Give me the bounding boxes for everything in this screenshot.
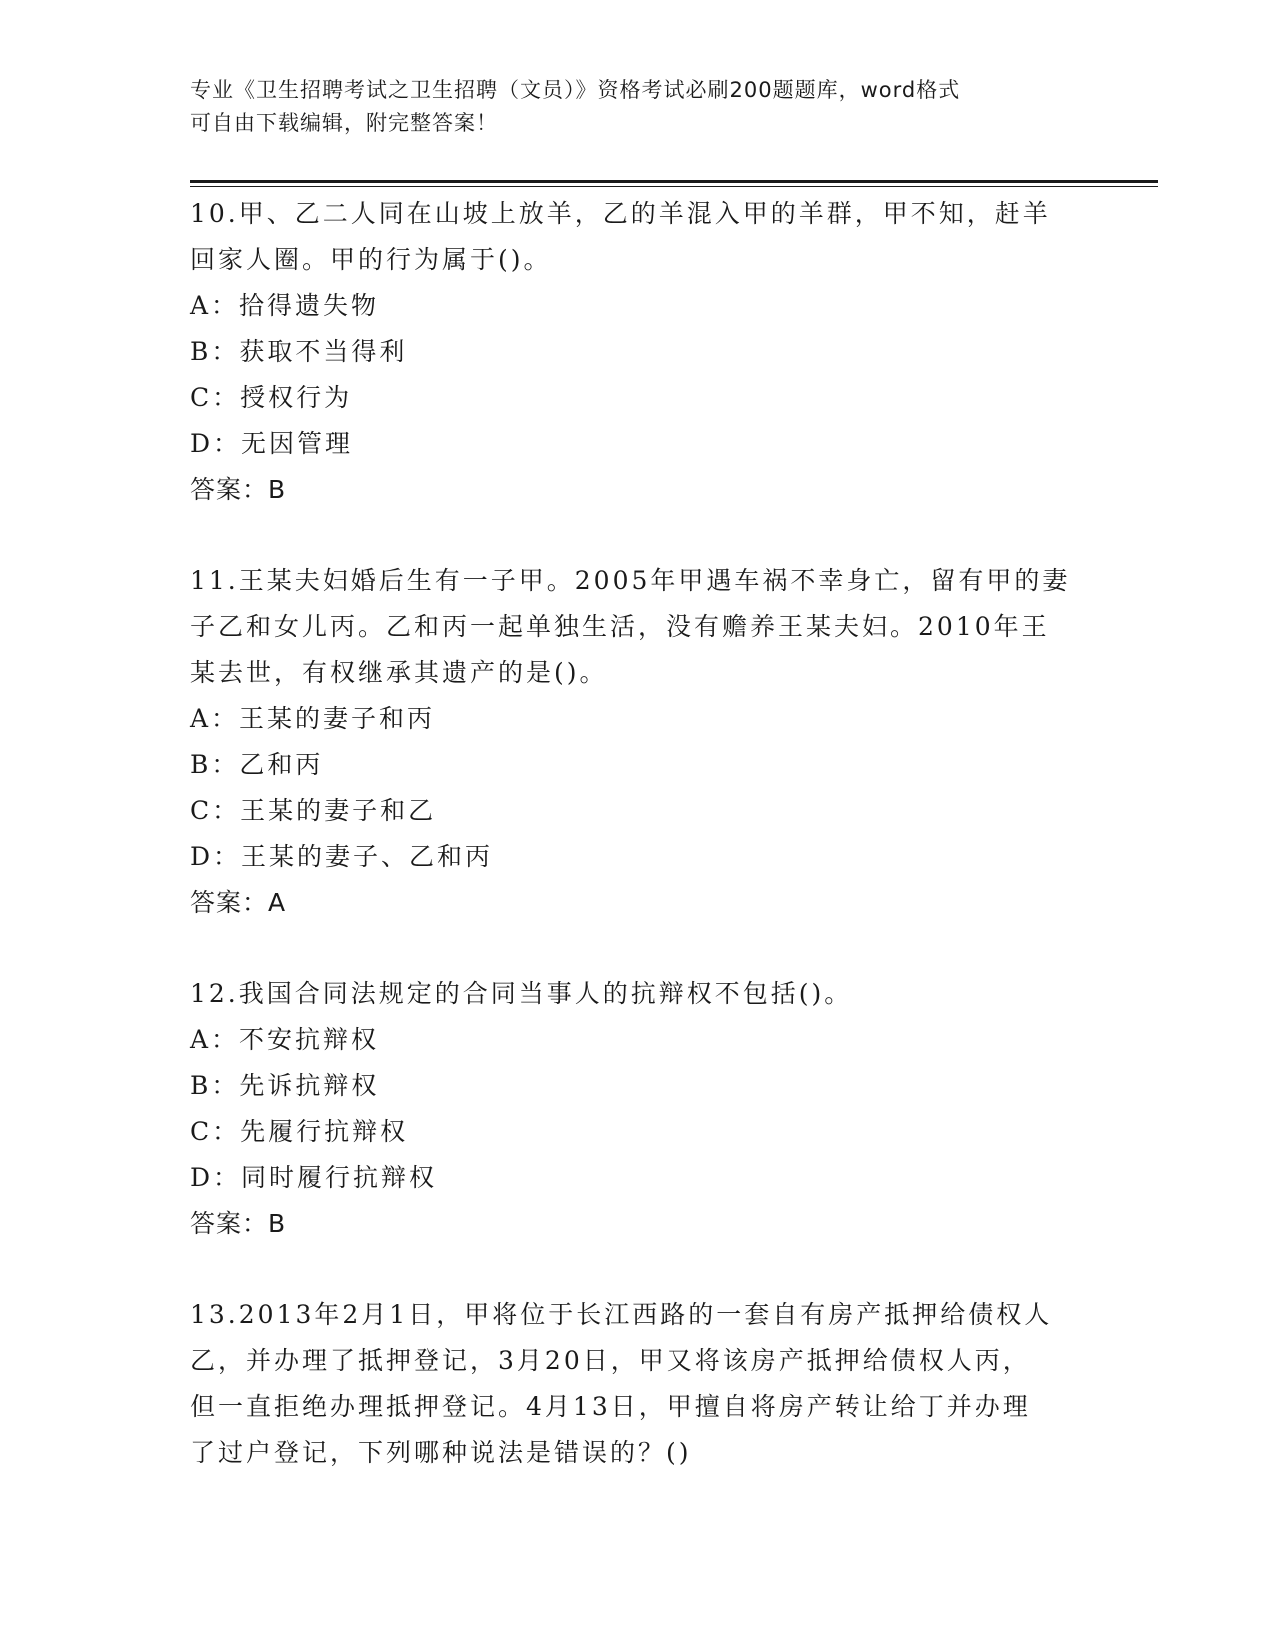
- answer-line: 答案：B: [190, 475, 287, 504]
- header-divider-thin: [190, 186, 1158, 187]
- option-a: A：不安抗辩权: [190, 1025, 380, 1054]
- question-stem-line: 10.甲、乙二人同在山坡上放羊，乙的羊混入甲的羊群，甲不知，赶羊: [190, 199, 1051, 228]
- option-a: A：王某的妻子和丙: [190, 704, 436, 733]
- document-header: [190, 74, 1090, 140]
- option-c: C：先履行抗辩权: [190, 1117, 409, 1146]
- option-b: B：先诉抗辩权: [190, 1071, 380, 1100]
- question-stem-line: 11.王某夫妇婚后生有一子甲。2005年甲遇车祸不幸身亡，留有甲的妻: [190, 566, 1071, 595]
- option-d: D：王某的妻子、乙和丙: [190, 842, 494, 871]
- question-11: [190, 558, 1090, 926]
- question-12: [190, 971, 1090, 1247]
- question-stem-line: 某去世，有权继承其遗产的是()。: [190, 658, 608, 687]
- question-stem-line: 12.我国合同法规定的合同当事人的抗辩权不包括()。: [190, 979, 853, 1008]
- header-divider-thick: [190, 180, 1158, 183]
- option-d: D：同时履行抗辩权: [190, 1163, 438, 1192]
- header-line-1: 专业《卫生招聘考试之卫生招聘（文员）》资格考试必刷200题题库，word格式: [190, 78, 961, 102]
- option-c: C：授权行为: [190, 383, 353, 412]
- question-10: [190, 191, 1090, 513]
- question-stem-line: 乙，并办理了抵押登记，3月20日，甲又将该房产抵押给债权人丙，: [190, 1346, 1031, 1375]
- question-stem-line: 子乙和女儿丙。乙和丙一起单独生活，没有赡养王某夫妇。2010年王: [190, 612, 1050, 641]
- question-stem-line: 但一直拒绝办理抵押登记。4月13日，甲擅自将房产转让给丁并办理: [190, 1392, 1031, 1421]
- question-13: [190, 1292, 1090, 1476]
- answer-line: 答案：B: [190, 1209, 287, 1238]
- question-stem-line: 回家人圈。甲的行为属于()。: [190, 245, 552, 274]
- question-list: [190, 191, 1090, 1521]
- header-line-2: 可自由下载编辑，附完整答案！: [190, 111, 498, 135]
- option-b: B：乙和丙: [190, 750, 324, 779]
- option-a: A：拾得遗失物: [190, 291, 380, 320]
- question-stem-line: 了过户登记，下列哪种说法是错误的？(): [190, 1438, 692, 1467]
- option-b: B：获取不当得利: [190, 337, 408, 366]
- question-stem-line: 13.2013年2月1日，甲将位于长江西路的一套自有房产抵押给债权人: [190, 1300, 1053, 1329]
- answer-line: 答案：A: [190, 888, 287, 917]
- option-c: C：王某的妻子和乙: [190, 796, 437, 825]
- option-d: D：无因管理: [190, 429, 354, 458]
